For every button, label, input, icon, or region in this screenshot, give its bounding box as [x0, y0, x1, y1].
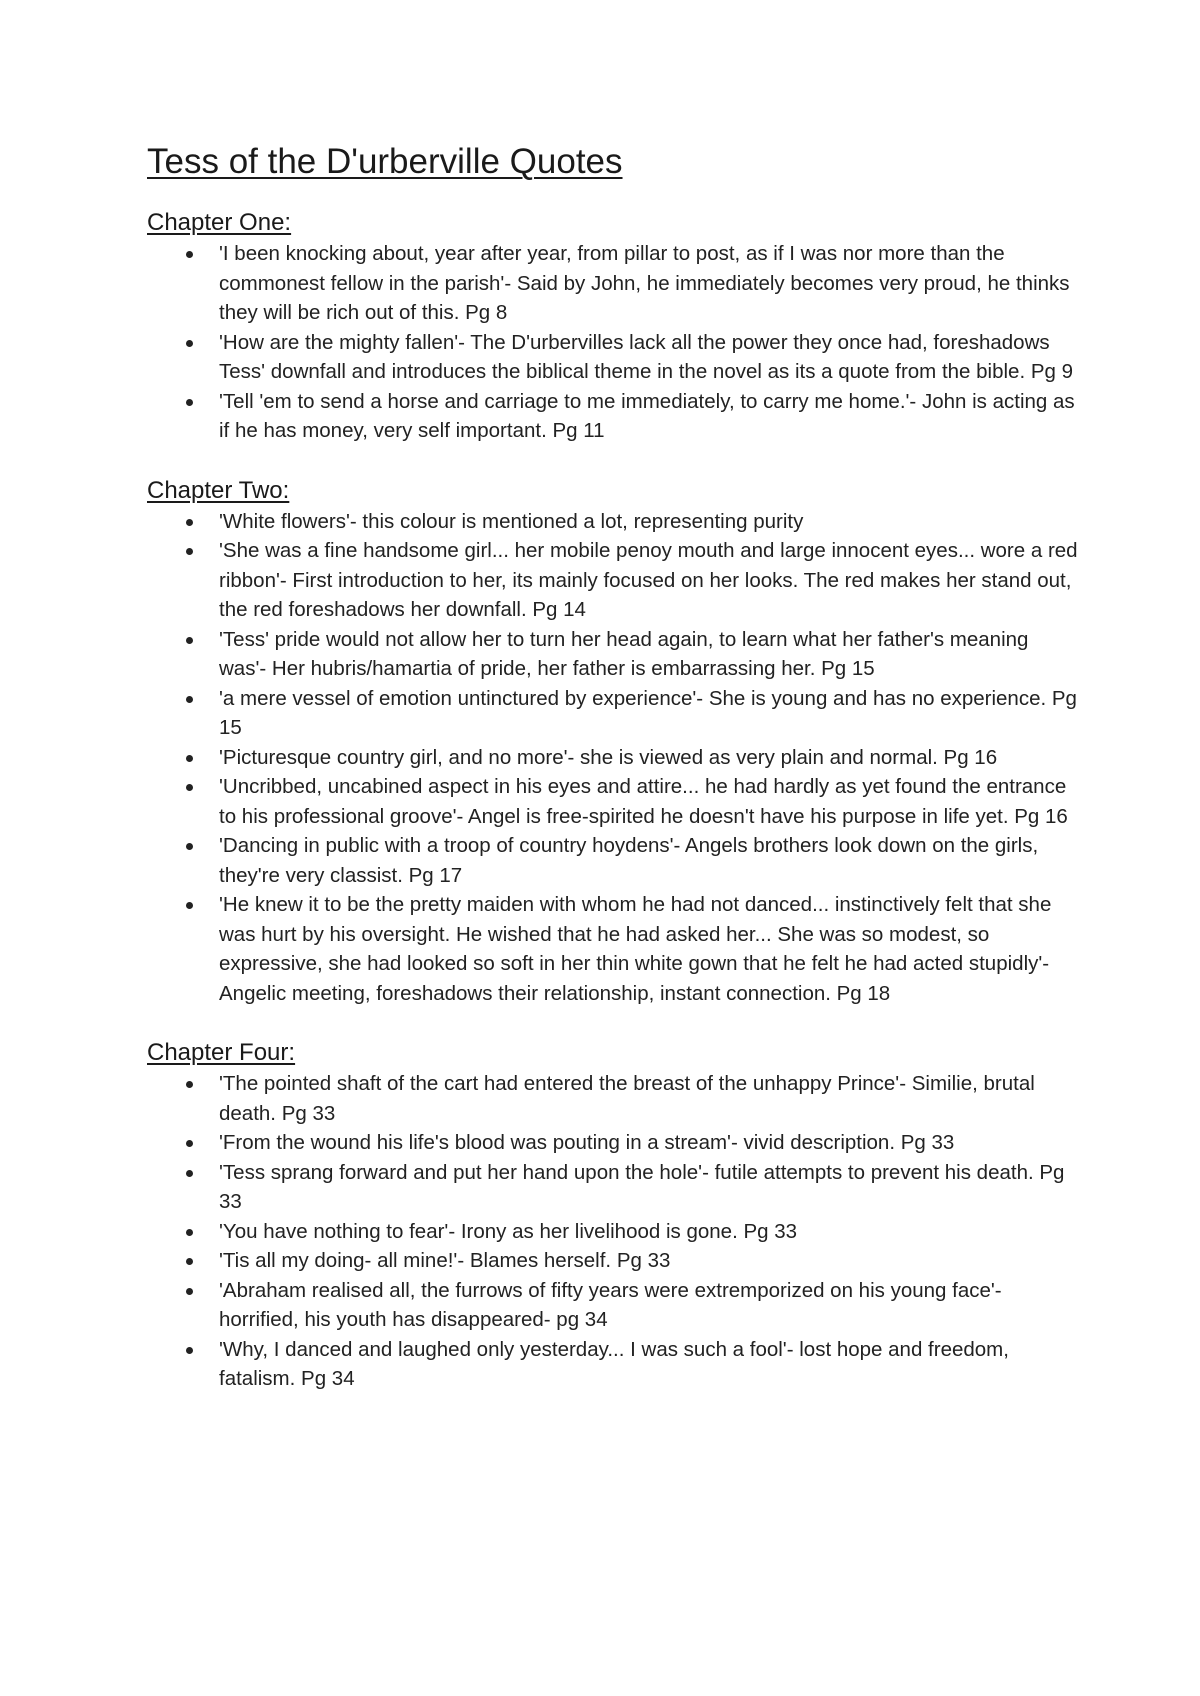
- quote-text: 'Uncribbed, uncabined aspect in his eyes and attire... he had hardly as yet found the entrance to his professional groove'- Angel is free-spirited he doesn't have his purpose in life yet. Pg 16: [219, 775, 1068, 828]
- bullet-icon: [186, 1081, 193, 1088]
- bullet-icon: [186, 1347, 193, 1354]
- list-item: [147, 328, 1080, 387]
- bullet-icon: [186, 696, 193, 703]
- quote-text: 'I been knocking about, year after year, from pillar to post, as if I was nor more than the commonest fellow in the parish'- Said by John, he immediately becomes very proud, he thinks they will be rich out of this. Pg 8: [219, 242, 1070, 324]
- list-item: [147, 890, 1080, 1008]
- bullet-icon: [186, 340, 193, 347]
- list-item: [147, 743, 1080, 773]
- list-item: [147, 507, 1080, 537]
- bullet-icon: [186, 399, 193, 406]
- list-item: [147, 831, 1080, 890]
- quote-text: 'The pointed shaft of the cart had entered the breast of the unhappy Prince'- Similie, brutal death. Pg 33: [219, 1072, 1035, 1125]
- section-chapter-four: [147, 1038, 1080, 1394]
- list-item: [147, 1217, 1080, 1247]
- section-heading: Chapter Four:: [147, 1039, 296, 1066]
- quote-text: 'White flowers'- this colour is mentioned a lot, representing purity: [219, 509, 804, 533]
- section-chapter-two: [147, 476, 1080, 1009]
- bullet-icon: [186, 251, 193, 258]
- section-chapter-one: [147, 208, 1080, 446]
- list-item: [147, 1069, 1080, 1128]
- bullet-icon: [186, 519, 193, 526]
- quote-text: 'Tis all my doing- all mine!'- Blames herself. Pg 33: [219, 1249, 671, 1272]
- quote-text: 'Why, I danced and laughed only yesterday... I was such a fool'- lost hope and freedom, fatalism. Pg 34: [219, 1337, 1009, 1390]
- quote-text: 'Abraham realised all, the furrows of fifty years were extremporized on his young face'- horrified, his youth has disappeared- pg 34: [219, 1278, 1002, 1331]
- bullet-icon: [186, 784, 193, 791]
- list-item: [147, 387, 1080, 446]
- bullet-icon: [186, 1170, 193, 1177]
- quote-text: 'How are the mighty fallen'- The D'urbervilles lack all the power they once had, foreshadows Tess' downfall and introduces the biblical theme in the novel as its a quote from the bible. Pg 9: [219, 330, 1074, 383]
- list-item: [147, 1128, 1080, 1158]
- bullet-icon: [186, 755, 193, 762]
- quote-text: 'You have nothing to fear'- Irony as her livelihood is gone. Pg 33: [219, 1219, 798, 1243]
- quote-text: 'Tess sprang forward and put her hand upon the hole'- futile attempts to prevent his death. Pg 33: [219, 1160, 1065, 1213]
- list-item: [147, 536, 1080, 625]
- bullet-icon: [186, 637, 193, 644]
- bullet-icon: [186, 1258, 193, 1265]
- quote-text: 'a mere vessel of emotion untinctured by experience'- She is young and has no experience. Pg 15: [219, 686, 1077, 739]
- bullet-icon: [186, 1140, 193, 1147]
- list-item: [147, 1246, 1080, 1276]
- bullet-icon: [186, 1229, 193, 1236]
- quote-text: 'Picturesque country girl, and no more'- she is viewed as very plain and normal. Pg 16: [219, 745, 998, 769]
- section-heading: Chapter Two:: [147, 476, 290, 504]
- quote-text: 'From the wound his life's blood was pouting in a stream'- vivid description. Pg 33: [219, 1131, 955, 1154]
- quote-list: [147, 1069, 1080, 1394]
- quote-text: 'Dancing in public with a troop of country hoydens'- Angels brothers look down on the girls, they're very classist. Pg 17: [219, 834, 1039, 887]
- list-item: [147, 239, 1080, 328]
- bullet-icon: [186, 843, 193, 850]
- bullet-icon: [186, 902, 193, 909]
- bullet-icon: [186, 548, 193, 555]
- list-item: [147, 1276, 1080, 1335]
- list-item: [147, 772, 1080, 831]
- list-item: [147, 684, 1080, 743]
- section-heading: Chapter One:: [147, 209, 292, 236]
- list-item: [147, 625, 1080, 684]
- quote-list: [147, 507, 1080, 1009]
- quote-list: [147, 239, 1080, 446]
- list-item: [147, 1335, 1080, 1394]
- quote-text: 'He knew it to be the pretty maiden with whom he had not danced... instinctively felt that she was hurt by his oversight. He wished that he had asked her... She was so modest, so expressive, she had looked so soft in her thin white gown that he felt he had acted stupidly'- Angelic meeting, foreshadows their relationship, instant connection. Pg 18: [219, 893, 1052, 1005]
- quote-text: 'Tell 'em to send a horse and carriage to me immediately, to carry me home.'- John is acting as if he has money, very self important. Pg 11: [219, 389, 1075, 442]
- document-title: Tess of the D'urberville Quotes: [147, 142, 623, 181]
- bullet-icon: [186, 1288, 193, 1295]
- quote-text: 'Tess' pride would not allow her to turn her head again, to learn what her father's meaning was'- Her hubris/hamartia of pride, her father is embarrassing her. Pg 15: [219, 627, 1029, 680]
- list-item: [147, 1158, 1080, 1217]
- quote-text: 'She was a fine handsome girl... her mobile penoy mouth and large innocent eyes... wore a red ribbon'- First introduction to her, its mainly focused on her looks. The red makes her stand out, the red foreshadows her downfall. Pg 14: [219, 539, 1078, 621]
